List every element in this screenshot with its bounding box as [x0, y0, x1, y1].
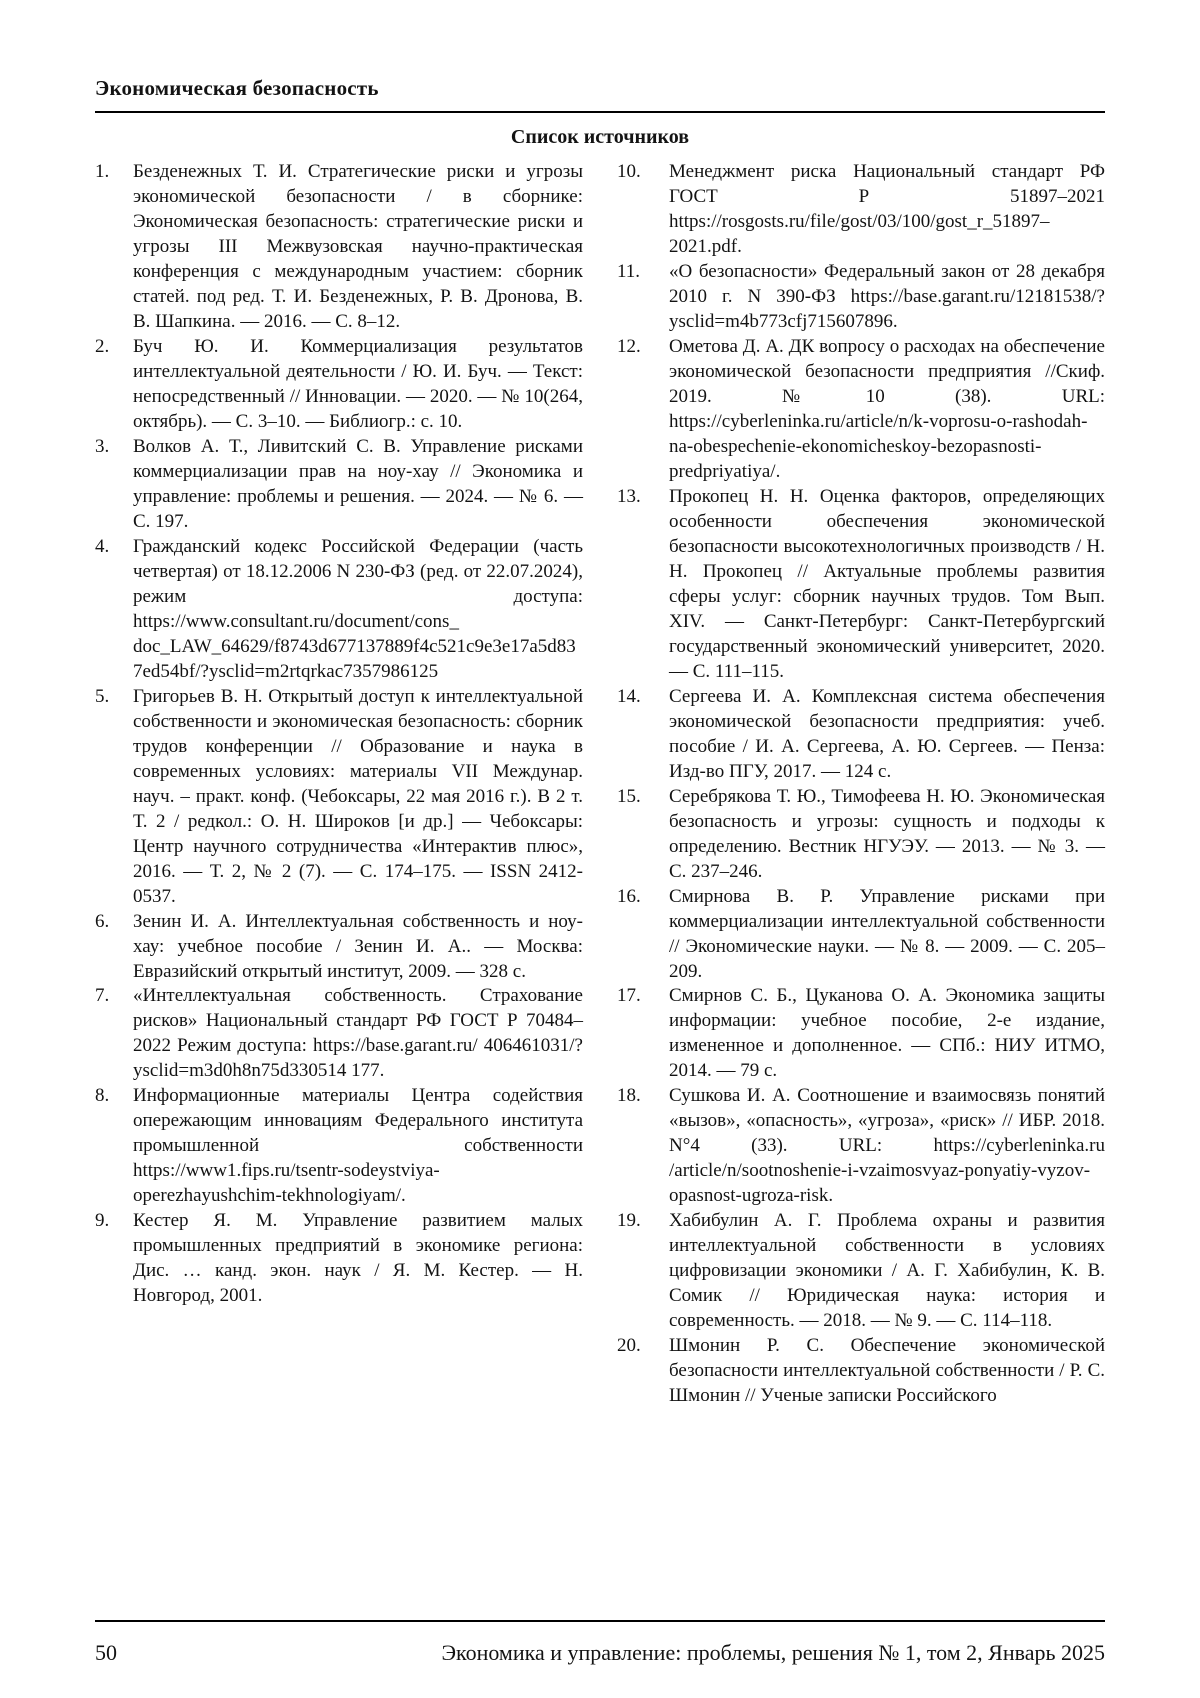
- reference-item: [617, 984, 1105, 1084]
- reference-text: Прокопец Н. Н. Оценка факторов, определяющих особенности обеспечения экономической безопасности высокотехнологичных производств / Н. Н. Прокопец // Актуальные проблемы развития сферы услуг: сборник научных трудов. Том Вып. XIV. — Санкт-Петербург: Санкт-Петербургский государственный экономический университет, 2020. — С. 111–115.: [669, 485, 1105, 682]
- reference-number: 2.: [95, 335, 110, 357]
- reference-number: 13.: [617, 485, 641, 507]
- reference-number: 8.: [95, 1085, 110, 1107]
- references-column-right: [617, 160, 1105, 1409]
- reference-text: Серебрякова Т. Ю., Тимофеева Н. Ю. Экономическая безопасность и угрозы: сущность и подходы к определению. Вестник НГУЭУ. — 2013. — № 3. — С. 237–246.: [669, 785, 1105, 882]
- reference-text: Ометова Д. А. ДК вопросу о расходах на обеспечение экономической безопасности предприятия //Скиф. 2019. №10 (38). URL: https://cyberleninka.ru/article/n/k-voprosu-o-rashodah-na-obespechenie-ekonomicheskoy-bezopasnosti-predpriyatiya/.: [669, 335, 1105, 482]
- reference-text: «Интеллектуальная собственность. Страхование рисков» Национальный стандарт РФ ГОСТ Р 70484–2022 Режим доступа: https://base.garant.ru/ 406461031/?ysclid=m3d0h8n75d330514 177.: [133, 985, 583, 1082]
- reference-item: [95, 1084, 583, 1209]
- reference-text: Безденежных Т. И. Стратегические риски и угрозы экономической безопасности / в сборнике: Экономическая безопасность: стратегические риски и угрозы III Межвузовская научно-практическая конференция с международным участием: сборник статей. под ред. Т. И. Безденежных, Р. В. Дронова, В. В. Шапкина. — 2016. — С. 8–12.: [133, 161, 583, 332]
- reference-text: Хабибулин А. Г. Проблема охраны и развития интеллектуальной собственности в условиях цифровизации экономики / А. Г. Хабибулин, К. В. Сомик // Юридическая наука: история и современность. — 2018. — № 9. — С. 114–118.: [669, 1210, 1105, 1332]
- reference-text: Григорьев В. Н. Открытый доступ к интеллектуальной собственности и экономическая безопасность: сборник трудов конференции // Образование и наука в современных условиях: материалы VII Междунар. науч. – практ. конф. (Чебоксары, 22 мая 2016 г.). В 2 т. Т. 2 / редкол.: О. Н. Широков [и др.] — Чебоксары: Центр научного сотрудничества «Интерактив плюс», 2016. — Т. 2, № 2 (7). — С. 174–175. — ISSN 2412-0537.: [133, 685, 583, 907]
- reference-text: Смирнова В. Р. Управление рисками при коммерциализации интеллектуальной собственности // Экономические науки. — № 8. — 2009. — С. 205–209.: [669, 885, 1105, 982]
- reference-number: 4.: [95, 535, 110, 557]
- footer-rule: [95, 1620, 1105, 1622]
- reference-number: 17.: [617, 985, 641, 1007]
- reference-text: Менеджмент риска Национальный стандарт РФ ГОСТ Р 51897–2021 https://rosgosts.ru/file/gost/03/100/gost_r_51897–2021.pdf.: [669, 161, 1105, 257]
- reference-number: 15.: [617, 785, 641, 807]
- reference-text: Информационные материалы Центра содействия опережающим инновациям Федерального института промышленной собственности https://www1.fips.ru/tsentr-sodeystviya-operezhayushchim-tekhnologiyam/.: [133, 1085, 583, 1207]
- reference-item: [617, 1084, 1105, 1209]
- reference-number: 6.: [95, 910, 110, 932]
- reference-item: [95, 535, 583, 685]
- reference-item: [95, 335, 583, 435]
- reference-number: 12.: [617, 335, 641, 357]
- reference-text: Кестер Я. М. Управление развитием малых промышленных предприятий в экономике региона: Дис. … канд. экон. наук / Я. М. Кестер. — Н. Новгород, 2001.: [133, 1210, 583, 1307]
- reference-number: 1.: [95, 161, 110, 182]
- reference-number: 3.: [95, 435, 110, 457]
- reference-item: [617, 685, 1105, 785]
- reference-item: [617, 260, 1105, 335]
- reference-item: [95, 685, 583, 910]
- reference-item: [95, 435, 583, 535]
- references-title: Список источников: [510, 126, 690, 148]
- reference-number: 5.: [95, 685, 110, 707]
- references-column-left: [95, 160, 583, 1409]
- reference-text: Волков А. Т., Ливитский С. В. Управление рисками коммерциализации прав на ноу-хау // Экономика и управление: проблемы и решения. — 2024. — № 6. — С. 197.: [133, 435, 583, 532]
- reference-number: 14.: [617, 685, 641, 707]
- journal-info: Экономика и управление: проблемы, решения № 1, том 2, Январь 2025: [441, 1640, 1105, 1665]
- reference-item: [95, 984, 583, 1084]
- reference-number: 18.: [617, 1085, 641, 1107]
- reference-number: 19.: [617, 1210, 641, 1232]
- reference-text: Шмонин Р. С. Обеспечение экономической безопасности интеллектуальной собственности / Р. С. Шмонин // Ученые записки Российского: [669, 1335, 1105, 1407]
- reference-text: «О безопасности» Федеральный закон от 28 декабря 2010 г. N 390-ФЗ https://base.garant.ru/12181538/?ysclid=m4b773cfj715607896.: [669, 260, 1105, 332]
- running-head: Экономическая безопасность: [95, 76, 379, 100]
- reference-item: [95, 160, 583, 335]
- reference-text: Гражданский кодекс Российской Федерации (часть четвертая) от 18.12.2006 N 230-ФЗ (ред. от 22.07.2024), режим доступа: https://www.consultant.ru/document/cons_ doc_LAW_64629/f8743d677137889f4c521c9e3e17a5d837ed54bf/?ysclid=m2rtqrkac7357986125: [133, 535, 583, 682]
- reference-number: 16.: [617, 885, 641, 907]
- reference-item: [617, 1209, 1105, 1334]
- reference-item: [617, 485, 1105, 685]
- reference-number: 9.: [95, 1210, 110, 1232]
- reference-item: [617, 160, 1105, 260]
- reference-item: [617, 1334, 1105, 1409]
- reference-number: 11.: [617, 260, 641, 282]
- reference-text: Смирнов С. Б., Цуканова О. А. Экономика защиты информации: учебное пособие, 2-е издание, измененное и дополненное. — СПб.: НИУ ИТМО, 2014. — 79 с.: [669, 985, 1105, 1082]
- reference-number: 10.: [617, 161, 641, 182]
- reference-item: [617, 785, 1105, 885]
- reference-number: 7.: [95, 985, 110, 1007]
- reference-item: [617, 335, 1105, 485]
- reference-text: Зенин И. А. Интеллектуальная собственность и ноу-хау: учебное пособие / Зенин И. А.. — Москва: Евразийский открытый институт, 2009. — 328 с.: [133, 910, 583, 982]
- page-number: 50: [95, 1640, 117, 1665]
- reference-number: 20.: [617, 1335, 641, 1357]
- reference-text: Сергеева И. А. Комплексная система обеспечения экономической безопасности предприятия: учеб. пособие / И. А. Сергеева, А. Ю. Сергеев. — Пенза: Изд-во ПГУ, 2017. — 124 с.: [669, 685, 1105, 782]
- reference-item: [617, 885, 1105, 985]
- reference-item: [95, 910, 583, 985]
- reference-text: Буч Ю. И. Коммерциализация результатов интеллектуальной деятельности / Ю. И. Буч. — Текст: непосредственный // Инновации. — 2020. — № 10(264, октябрь). — С. 3–10. — Библиогр.: с. 10.: [133, 335, 583, 432]
- reference-text: Сушкова И. А. Соотношение и взаимосвязь понятий «вызов», «опасность», «угроза», «риск» // ИБР. 2018. N°4 (33). URL: https://cyberleninka.ru /article/n/sootnoshenie-i-vzaimosvyaz-ponyatiy-vyzov-opasnost-ugroza-risk.: [669, 1085, 1105, 1207]
- references-columns: [95, 160, 1105, 1409]
- page-footer: [95, 1620, 1105, 1666]
- reference-item: [95, 1209, 583, 1309]
- header-rule: [95, 111, 1105, 113]
